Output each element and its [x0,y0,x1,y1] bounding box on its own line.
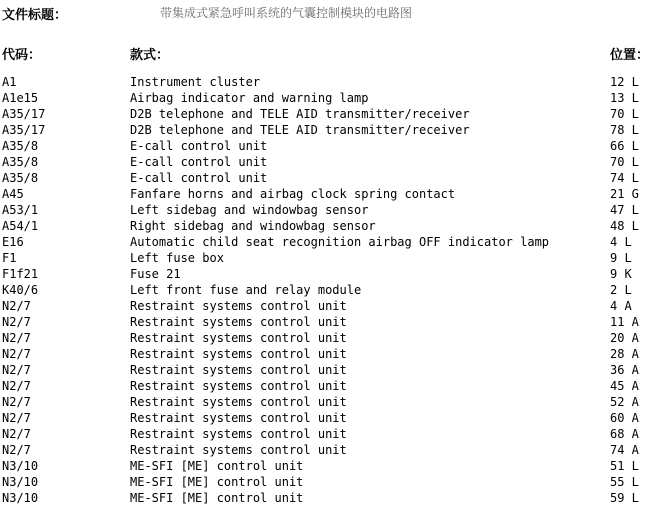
table-row [0,490,653,506]
component-description: E-call control unit [130,155,268,169]
component-code: A35/8 [2,139,39,153]
table-row [0,474,653,490]
component-position: 45 A [610,379,639,393]
component-code: N3/10 [2,459,39,473]
component-code: N2/7 [2,411,31,425]
component-position: 47 L [610,203,639,217]
component-position: 68 A [610,427,639,441]
table-row [0,378,653,394]
column-header-code: 代码： [2,48,42,63]
component-code: A1 [2,75,17,89]
component-code: F1 [2,251,17,265]
component-position: 59 L [610,491,639,505]
component-code: N2/7 [2,363,31,377]
component-position: 70 L [610,107,639,121]
component-position: 11 A [610,315,639,329]
component-position: 78 L [610,123,639,137]
component-description: Restraint systems control unit [130,395,347,409]
column-header-position: 位置： [610,48,650,63]
table-row [0,426,653,442]
component-description: Fanfare horns and airbag clock spring contact [130,187,456,201]
table-row [0,106,653,122]
component-description: Restraint systems control unit [130,427,347,441]
component-position: 21 G [610,187,639,201]
component-description: Restraint systems control unit [130,347,347,361]
table-row [0,218,653,234]
component-position: 52 A [610,395,639,409]
component-position: 74 A [610,443,639,457]
component-code: N2/7 [2,427,31,441]
component-description: Restraint systems control unit [130,363,347,377]
component-code: A1e15 [2,91,39,105]
component-code: A53/1 [2,203,39,217]
table-row [0,394,653,410]
table-row [0,138,653,154]
table-row [0,170,653,186]
component-code: F1f21 [2,267,39,281]
table-row [0,74,653,90]
component-position: 48 L [610,219,639,233]
table-row [0,410,653,426]
component-code: A35/8 [2,171,39,185]
component-code: N2/7 [2,315,31,329]
component-description: ME-SFI [ME] control unit [130,475,304,489]
table-row [0,186,653,202]
component-description: D2B telephone and TELE AID transmitter/receiver [130,107,470,121]
component-description: Left fuse box [130,251,224,265]
component-position: 51 L [610,459,639,473]
component-position: 28 A [610,347,639,361]
component-description: D2B telephone and TELE AID transmitter/receiver [130,123,470,137]
component-code: N2/7 [2,395,31,409]
component-position: 66 L [610,139,639,153]
component-position: 2 L [610,283,632,297]
component-code: A35/17 [2,107,46,121]
component-description: Fuse 21 [130,267,181,281]
component-code: A35/17 [2,123,46,137]
component-position: 60 A [610,411,639,425]
component-description: Restraint systems control unit [130,315,347,329]
document-title-value: 带集成式紧急呼叫系统的气囊控制模块的电路图 [160,6,413,20]
table-row [0,282,653,298]
table-row [0,154,653,170]
component-position: 9 L [610,251,632,265]
component-description: Restraint systems control unit [130,379,347,393]
component-description: E-call control unit [130,139,268,153]
component-code: A45 [2,187,24,201]
component-position: 70 L [610,155,639,169]
component-code: E16 [2,235,24,249]
table-row [0,266,653,282]
component-position: 20 A [610,331,639,345]
component-description: Airbag indicator and warning lamp [130,91,369,105]
component-position: 74 L [610,171,639,185]
table-row [0,122,653,138]
component-code: N2/7 [2,379,31,393]
component-code: A54/1 [2,219,39,233]
component-description: Restraint systems control unit [130,443,347,457]
table-row [0,442,653,458]
component-description: Left sidebag and windowbag sensor [130,203,369,217]
table-row [0,330,653,346]
component-description: ME-SFI [ME] control unit [130,459,304,473]
component-code: N2/7 [2,331,31,345]
column-header-description: 款式： [130,48,170,63]
component-position: 36 A [610,363,639,377]
component-code: N2/7 [2,347,31,361]
component-description: Restraint systems control unit [130,331,347,345]
component-position: 4 L [610,235,632,249]
component-position: 9 K [610,267,632,281]
component-position: 12 L [610,75,639,89]
component-position: 13 L [610,91,639,105]
table-row [0,250,653,266]
table-row [0,298,653,314]
component-code: N2/7 [2,299,31,313]
table-row [0,458,653,474]
component-position: 55 L [610,475,639,489]
component-code: K40/6 [2,283,39,297]
component-code: N3/10 [2,475,39,489]
component-code: A35/8 [2,155,39,169]
document-title-label: 文件标题： [2,8,68,23]
component-description: Restraint systems control unit [130,299,347,313]
table-row [0,362,653,378]
table-row [0,314,653,330]
component-description: Right sidebag and windowbag sensor [130,219,376,233]
table-row [0,202,653,218]
table-row [0,90,653,106]
component-table [0,74,653,506]
table-row [0,346,653,362]
component-code: N2/7 [2,443,31,457]
component-description: Automatic child seat recognition airbag OFF indicator lamp [130,235,550,249]
component-description: E-call control unit [130,171,268,185]
component-description: ME-SFI [ME] control unit [130,491,304,505]
component-code: N3/10 [2,491,39,505]
component-description: Left front fuse and relay module [130,283,362,297]
component-position: 4 A [610,299,632,313]
component-description: Restraint systems control unit [130,411,347,425]
component-description: Instrument cluster [130,75,261,89]
table-row [0,234,653,250]
